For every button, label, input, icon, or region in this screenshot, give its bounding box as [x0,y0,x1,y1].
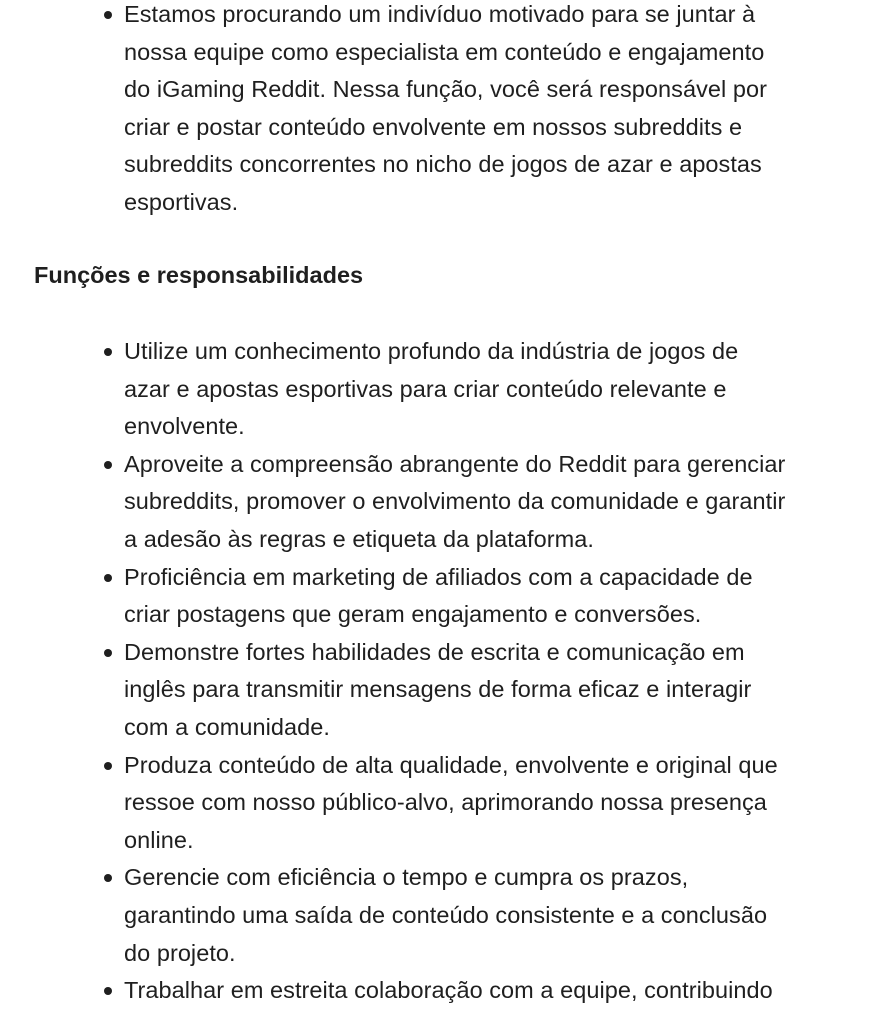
text-line: esportivas. [124,188,239,215]
text-line: subreddits concorrentes no nicho de jogos de azar e apostas [124,151,762,178]
bullet-icon [104,649,112,657]
list-item [0,634,872,747]
bullet-icon [104,874,112,882]
list-item [0,333,872,446]
list-item [0,747,872,860]
text-line: ressoe com nosso público-alvo, aprimorando nossa presença [124,789,767,816]
text-line: Trabalhar em estreita colaboração com a equipe, contribuindo [124,977,773,1004]
text-line: subreddits, promover o envolvimento da comunidade e garantir [124,488,786,515]
bullet-icon [104,762,112,770]
text-line: criar postagens que geram engajamento e conversões. [124,601,702,628]
list-item-text [124,0,864,222]
bullet-icon [104,987,112,995]
list-item [0,0,872,222]
bullet-icon [104,348,112,356]
text-line: nossa equipe como especialista em conteúdo e engajamento [124,38,765,65]
text-line: envolvente. [124,413,245,440]
bullet-icon [104,461,112,469]
text-line: criar e postar conteúdo envolvente em nossos subreddits e [124,113,743,140]
text-line: a adesão às regras e etiqueta da plataforma. [124,525,594,552]
text-line: Utilize um conhecimento profundo da indústria de jogos de [124,338,739,364]
text-line: online. [124,826,194,853]
text-line: Gerencie com eficiência o tempo e cumpra os prazos, [124,864,689,891]
section-heading: Funções e responsabilidades [34,262,364,288]
text-line: Aproveite a compreensão abrangente do Reddit para gerenciar [124,450,786,477]
text-line: Demonstre fortes habilidades de escrita e comunicação em [124,638,745,665]
list-item [0,859,872,972]
text-line: Produza conteúdo de alta qualidade, envolvente e original que [124,751,778,778]
list-item [0,559,872,634]
list-item [0,972,872,1010]
bullet-icon [104,574,112,582]
text-line: com a comunidade. [124,713,330,740]
text-line: do projeto. [124,939,236,966]
bullet-icon [104,11,112,19]
text-line: garantindo uma saída de conteúdo consistente e a conclusão [124,901,768,928]
intro-list [0,0,872,222]
text-line: inglês para transmitir mensagens de forma eficaz e interagir [124,676,752,703]
list-item [0,446,872,559]
text-line: azar e apostas esportivas para criar conteúdo relevante e [124,375,727,402]
text-line: do iGaming Reddit. Nessa função, você será responsável por [124,76,767,103]
responsibilities-list [0,333,872,1010]
text-line: Estamos procurando um indivíduo motivado para se juntar à [124,1,756,27]
text-line: Proficiência em marketing de afiliados com a capacidade de [124,563,753,590]
